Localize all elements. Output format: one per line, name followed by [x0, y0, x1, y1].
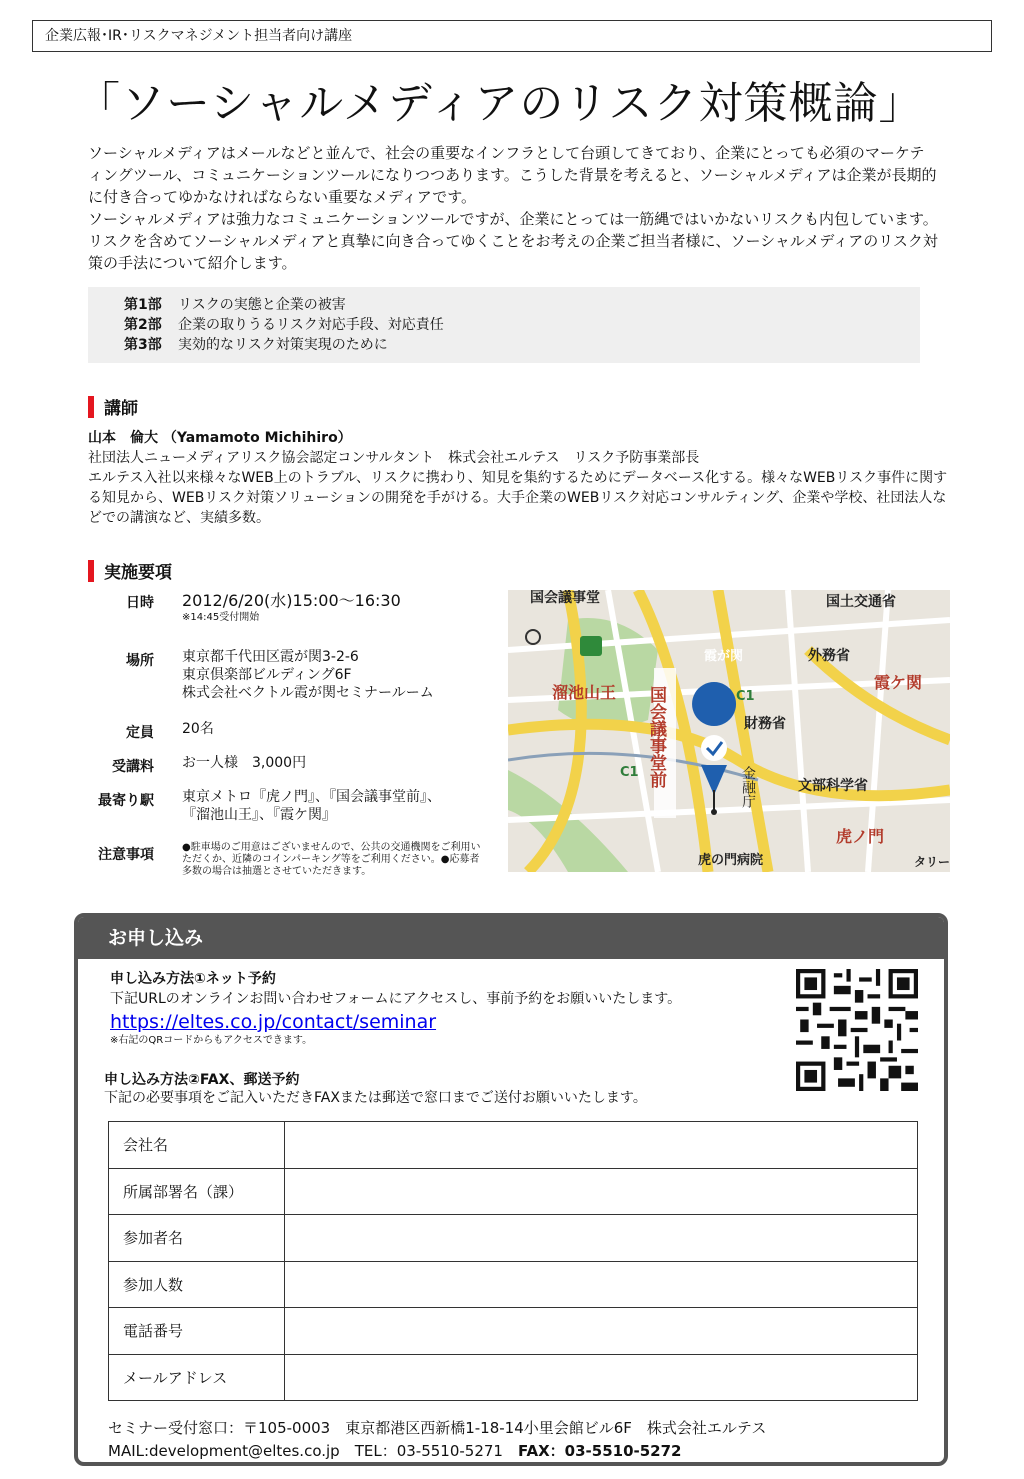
intro-paragraph-1: ソーシャルメディアはメールなどと並んで、社会の重要なインフラとして台頭してきており、企業にとっても必須のマーケティングツール、コミュニケーションツールになりつつあります。こうした背景を考えると、ソーシャルメディアは企業が長期的に付き合ってゆかなければならない重要なメディアです。 — [88, 144, 937, 206]
store-icon — [580, 636, 602, 656]
map-label: 霞が関 — [704, 649, 744, 664]
map-label: 溜池山王 — [552, 683, 617, 702]
company-name-field[interactable] — [285, 1122, 918, 1169]
form-label: 会社名 — [109, 1122, 285, 1169]
map-label: 虎ノ門 — [836, 827, 885, 846]
department-field[interactable] — [285, 1168, 918, 1215]
application-form-table — [108, 1121, 918, 1401]
method2-title: 申し込み方法②FAX、郵送予約 — [104, 1072, 300, 1088]
intro-paragraph-2: ソーシャルメディアは強力なコミュニケーションツールですが、企業にとっては一筋縄ではいかないリスクも内包しています。リスクを含めてソーシャルメディアと真摯に向き合ってゆくことをお考えの企業ご担当者様に、ソーシャルメディアのリスク対策の手法について紹介します。 — [88, 210, 938, 272]
qr-code-icon[interactable] — [796, 969, 918, 1091]
contact-address: セミナー受付窓口：〒105-0003 東京都港区西新橋1-18-14小里会館ビル6F 株式会社エルテス — [108, 1419, 767, 1437]
capacity-label: 定員 — [126, 725, 154, 741]
date-label: 日時 — [126, 595, 154, 611]
detail-row-station — [88, 788, 488, 842]
form-row — [109, 1215, 918, 1262]
map-label: 霞ケ関 — [874, 673, 923, 692]
contact-footer — [108, 1417, 766, 1463]
station-line: 『溜池山王』、『霞ケ関』 — [182, 807, 336, 823]
detail-row-notes — [88, 842, 488, 878]
station-value-group — [182, 788, 441, 842]
station-label: 最寄り駅 — [98, 793, 154, 809]
part-text: 実効的なリスク対策実現のために — [178, 337, 388, 353]
lecturer-info — [88, 428, 948, 528]
event-details — [88, 590, 488, 878]
qr-note: ※右記のQRコードからもアクセスできます。 — [110, 1035, 313, 1046]
map-label: 国会議事堂前 — [646, 686, 666, 788]
part-text: リスクの実態と企業の被害 — [178, 297, 346, 313]
detail-row-date — [88, 590, 488, 648]
notes-value: ●駐車場のご用意はございませんので、公共の交通機関をご利用いただくか、近隣のコインパーキング等をご利用ください。●応募者多数の場合は抽選とさせていただきます。 — [182, 842, 481, 877]
map-label: 虎の門病院 — [698, 853, 764, 868]
application-section — [74, 913, 948, 1466]
place-line: 東京倶楽部ビルディング6F — [182, 667, 352, 683]
application-heading: お申し込み — [78, 917, 944, 959]
method2-block — [104, 1071, 647, 1107]
access-map — [508, 590, 950, 872]
detail-row-place — [88, 648, 488, 720]
place-line: 株式会社ベクトル霞が関セミナールーム — [182, 685, 434, 701]
place-line: 東京都千代田区霞が関3-2-6 — [182, 649, 359, 665]
details-heading — [88, 558, 172, 583]
lecturer-heading — [88, 394, 138, 419]
date-value-group — [182, 590, 401, 648]
map-label: 外務省 — [808, 648, 850, 664]
form-row — [109, 1308, 918, 1355]
email-field[interactable] — [285, 1354, 918, 1401]
course-label: 企業広報･IR･リスクマネジメント担当者向け講座 — [45, 28, 353, 44]
part-row — [124, 295, 920, 315]
participant-name-field[interactable] — [285, 1215, 918, 1262]
form-row — [109, 1168, 918, 1215]
form-row — [109, 1354, 918, 1401]
map-label: C1 — [736, 689, 755, 704]
date-value: 2012/6/20(水)15:00～16:30 — [182, 591, 401, 610]
date-note: ※14:45受付開始 — [182, 612, 260, 623]
part-row — [124, 335, 920, 355]
form-label: 参加人数 — [109, 1261, 285, 1308]
method1-text: 下記URLのオンラインお問い合わせフォームにアクセスし、事前予約をお願いいたします。 — [110, 991, 682, 1007]
detail-row-capacity — [88, 720, 488, 754]
place-value-group — [182, 648, 434, 720]
map-label: C1 — [620, 765, 639, 780]
map-label: 金融庁 — [740, 766, 756, 808]
part-row — [124, 315, 920, 335]
form-row — [109, 1261, 918, 1308]
detail-row-fee — [88, 754, 488, 788]
method1-title: 申し込み方法①ネット予約 — [110, 971, 276, 987]
course-label-box — [32, 20, 992, 52]
map-label: 国会議事堂 — [530, 590, 600, 606]
part-number: 第3部 — [124, 337, 162, 353]
contact-mail-tel: MAIL:development@eltes.co.jp TEL：03-5510-5271 — [108, 1442, 518, 1460]
contact-line — [108, 1440, 766, 1463]
lecturer-heading-text: 講師 — [104, 399, 138, 419]
part-text: 企業の取りうるリスク対応手段、対応責任 — [178, 317, 444, 333]
page-title: 「ソーシャルメディアのリスク対策概論」 — [76, 78, 924, 129]
details-heading-text: 実施要項 — [104, 563, 172, 583]
capacity-value: 20名 — [182, 721, 214, 737]
method2-text: 下記の必要事項をご記入いただきFAXまたは郵送で窓口までご送付お願いいたします。 — [104, 1090, 647, 1106]
form-label: 電話番号 — [109, 1308, 285, 1355]
participant-count-field[interactable] — [285, 1261, 918, 1308]
heading-marker — [88, 560, 94, 582]
form-label: 参加者名 — [109, 1215, 285, 1262]
fee-value: お一人様 3,000円 — [182, 755, 307, 771]
intro-text — [88, 142, 938, 274]
seminar-url-link[interactable]: https://eltes.co.jp/contact/seminar — [110, 1011, 437, 1033]
part-number: 第2部 — [124, 317, 162, 333]
form-label: メールアドレス — [109, 1354, 285, 1401]
heading-marker — [88, 396, 94, 418]
notes-label: 注意事項 — [98, 847, 154, 863]
map-label: タリー — [914, 855, 950, 869]
station-line: 東京メトロ『虎ノ門』、『国会議事堂前』、 — [182, 789, 441, 805]
method1-block — [110, 969, 681, 1047]
map-label: 財務省 — [744, 716, 786, 732]
fee-label: 受講料 — [112, 759, 154, 775]
phone-field[interactable] — [285, 1308, 918, 1355]
map-label: 国土交通省 — [826, 594, 896, 610]
lecturer-name: 山本 倫大 （Yamamoto Michihiro） — [88, 430, 352, 446]
part-number: 第1部 — [124, 297, 162, 313]
lecturer-title: 社団法人ニューメディアリスク協会認定コンサルタント 株式会社エルテス リスク予防事業部長 — [88, 450, 700, 466]
program-parts — [88, 287, 920, 363]
map-label: 文部科学省 — [798, 778, 868, 794]
place-label: 場所 — [126, 653, 154, 669]
map-image — [508, 590, 950, 872]
form-label: 所属部署名（課） — [109, 1168, 285, 1215]
contact-fax: FAX：03-5510-5272 — [517, 1442, 682, 1460]
form-row — [109, 1122, 918, 1169]
lecturer-bio: エルテス入社以来様々なWEB上のトラブル、リスクに携わり、知見を集約するためにデータベース化する。様々なWEBリスク事件に関する知見から、WEBリスク対策ソリューションの開発を手がける。大手企業のWEBリスク対応コンサルティング、企業や学校、社団法人などでの講演など、実績多数。 — [88, 470, 948, 526]
